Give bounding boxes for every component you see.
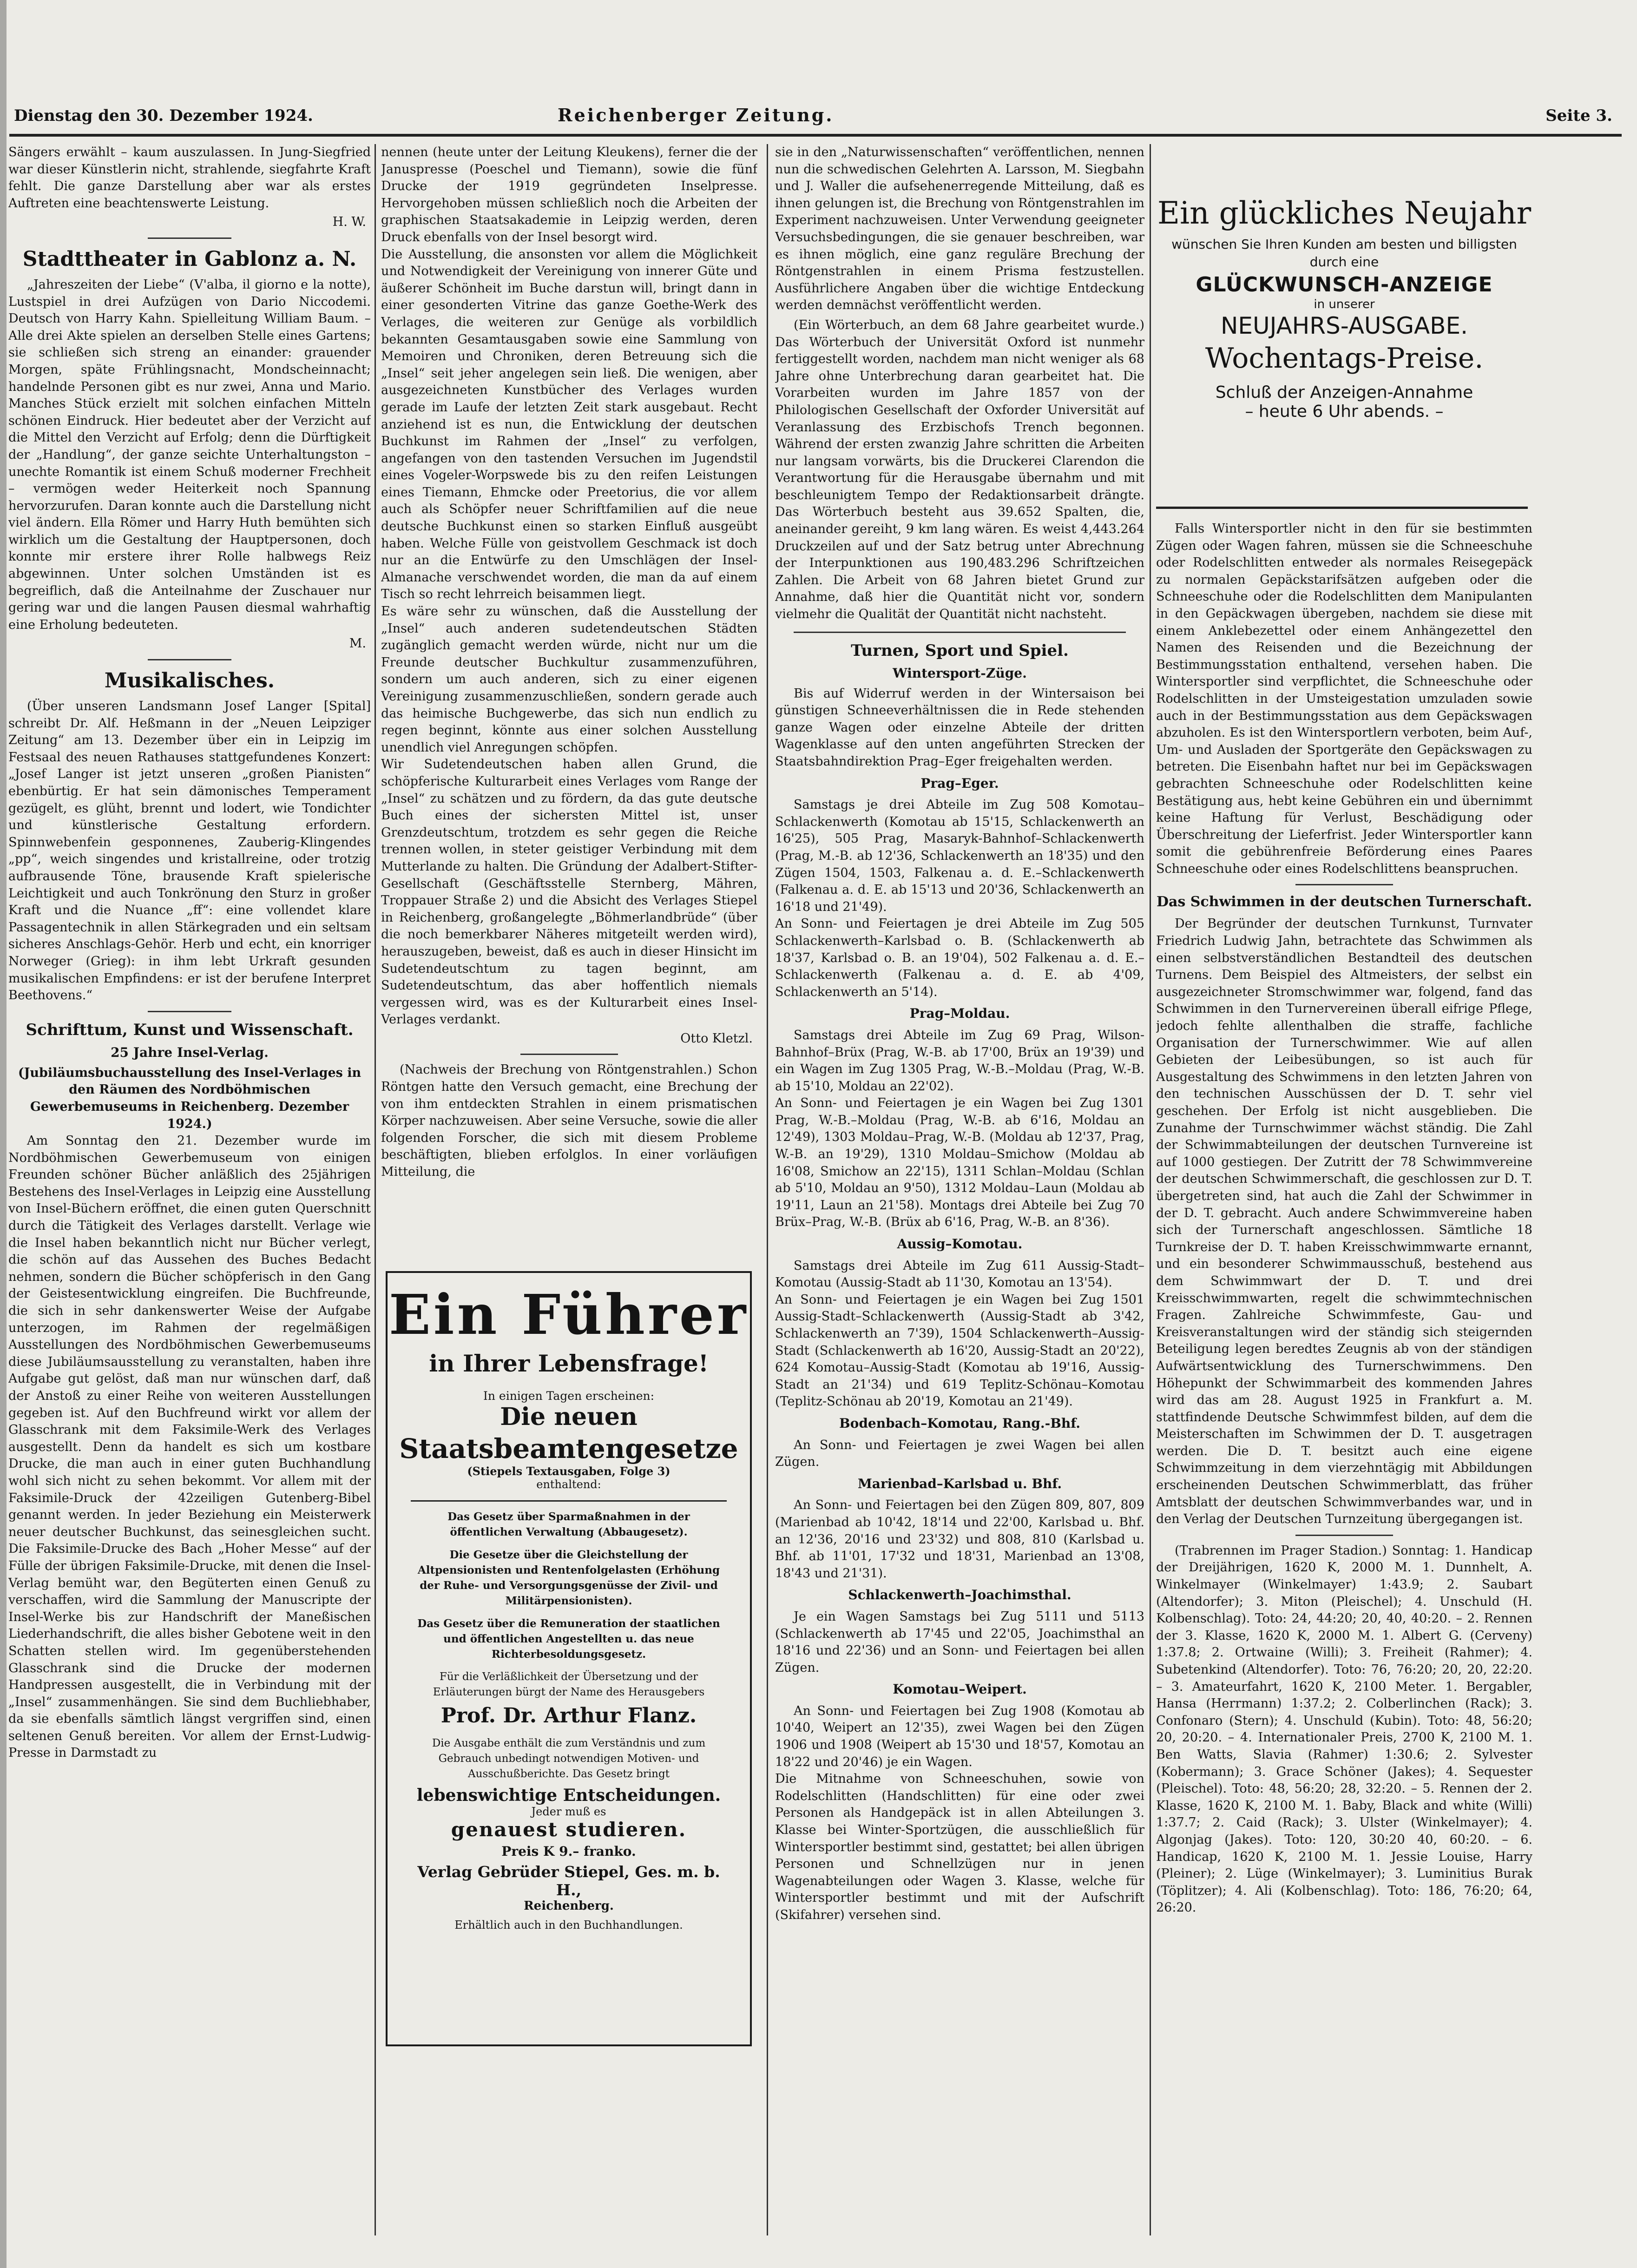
neujahr-uhrzeit: – heute 6 Uhr abends. –	[1245, 402, 1444, 421]
separator	[520, 1054, 618, 1055]
article-roentgen-continued	[775, 144, 1144, 623]
roentgen-continued-text: sie in den „Naturwissenschaften“ veröffentlichen, nennen nun die schwedischen Gelehrten A. Larsson, M. Siegbahn und J. Waller die aufsehenerregende Mitteilung, daß es ihnen gelungen ist, die Brechung von Röntgenstrahlen im Experiment nachzuweisen. Unter Verwendung geeigneter Versuchsbedingungen, die sie genauer beschreiben, war es ihnen möglich, eine ganz reguläre Brechung der Röntgenstrahlen in einem Prisma festzustellen. Ausführlichere Angaben über die wichtige Entdeckung werden demnächst veröffentlicht werden.	[775, 145, 1144, 313]
woerterbuch-text: (Ein Wörterbuch, an dem 68 Jahre gearbeitet wurde.) Das Wörterbuch der Universität Oxford ist nunmehr fertiggestellt worden, nachdem man nicht weniger als 68 Jahre ohne Unterbrechung daran gearbeitet hat. Die Vorarbeiten wurden im Jahre 1857 von der Philologischen Gesellschaft der Oxforder Universität auf Veranlassung des Erzbischofs Trench begonnen. Während der ersten zwanzig Jahre schritten die Arbeiten nur langsam vorwärts, bis die Druckerei Clarendon die Verantwortung für die Herausgabe übernahm und mit beschleunigtem Tempo der Redaktionsarbeit drängte. Das Wörterbuch besteht aus 39.652 Spalten, die, aneinander gereiht, 9 km lang wären. Es weist 4,443.264 Druckzeilen auf und der Satz betrug unter Abrechnung der Interpunktionen aus 190,483.296 Schriftzeichen Zahlen. Die Arbeit von 68 Jahren bietet Grund zur Annahme, daß hier die Quantität nicht vor, sondern vielmehr die Qualität der Quantität nicht nachsteht.	[775, 317, 1144, 622]
ad-verlaesslichkeit: Für die Verläßlichkeit der Übersetzung und der Erläuterungen bürgt der Name des Herausgebers	[433, 1671, 705, 1698]
ad-title: Ein Führer	[388, 1282, 749, 1347]
insel-continued-text: nennen (heute unter der Leitung Kleukens), ferner die der Januspresse (Poeschel und Tiemann), sowie die fünf Drucke der 1919 gegründeten Inselpresse. Hervorgehoben müssen schließlich noch die Arbeiten der graphischen Staatsakademie in Leipzig werden, deren Druck ebenfalls von der Insel besorgt wird. Die Ausstellung, die ansonsten vor allem die Möglichkeit und Notwendigkeit der Vereinigung von innerer Güte und äußerer Schönheit im Buche darstun will, bringt dann in einer gesonderten Vitrine das ganze Goethe-Werk des Verlages, die weiteren zur Genüge als vorbildlich bekannten Gesamtausgaben sowie eine Sammlung von Memoiren und Chroniken, deren Betreuung sich die „Insel“ seit jeher angelegen sein ließ. Die wenigen, aber ausgezeichneten Kunstbücher des Verlages wurden gerade im Laufe der letzten Zeit stark ausgebaut. Recht anziehend ist es nun, die Entwicklung der deutschen Buchkunst im Rahmen der „Insel“ zu verfolgen, angefangen von den tastenden Versuchen im Jugendstil eines Vogeler-Worpswede bis zu den reifen Leistungen eines Tiemann, Ehmcke oder Preetorius, die vor allem auch als Schöpfer neuer Schriftfamilien auf die neue deutsche Buchkunst einen so starken Einfluß ausgeübt haben. Welche Fülle von geistvollem Geschmack ist doch nur an die Entwürfe zu den Umschlägen der Insel-Almanache verschwendet worden, die man da auf einem Tisch so recht lehrreich beisammen liegt. Es wäre sehr zu wünschen, daß die Ausstellung der „Insel“ auch anderen sudetendeutschen Städten zugänglich gemacht werden würde, nicht nur um die Freunde deutscher Buchkultur zusammenzuführen, sondern um auch anderen, sich zu einer eigenen Vereinigung zusammenzuschließen, sondern gerade auch das heimische Buchgewerbe, das sich nun endlich zu regen beginnt, könnte aus einer solchen Ausstellung unendlich viel Anregungen schöpfen. Wir Sudetendeutschen haben allen Grund, die schöpferische Kulturarbeit eines Verlages vom Range der „Insel“ zu schätzen und zu fördern, da das gute deutsche Buch eines der sichersten Mittel ist, unser Grenzdeutschtum, trotzdem es sehr gegen die Reiche trennen wollen, in steter geistiger Verbindung mit dem Mutterlande zu halten. Die Gründung der Adalbert-Stifter-Gesellschaft (Geschäftsstelle Sternberg, Mähren, Troppauer Straße 2) und die Absicht des Verlages Stiepel in Reichenberg, großangelegte „Böhmerlandbrüde“ (über die noch bemerkbarer Näheres mitgeteilt werden wird), herauszugeben, beweist, daß es auch in dieser Hinsicht im Sudetendeutschtum zu tagen beginnt, am Sudetendeutschtum, das aber hoffentlich niemals vergessen wird, was es der Kulturarbeit eines Insel-Verlages verdankt.	[381, 145, 757, 1027]
prag-moldau-text: Samstags drei Abteile im Zug 69 Prag, Wilson-Bahnhof–Brüx (Prag, W.-B. ab 17'00, Brüx an 19'39) und ein Wagen im Zug 1305 Prag, W.-B.–Moldau (Prag, W.-B. ab 15'10, Moldau an 22'02). An Sonn- und Feiertagen je ein Wagen bei Zug 1301 Prag, W.-B.–Moldau (Prag, W.-B. ab 6'16, Moldau an 12'49), 1303 Moldau–Prag, W.-B. (Moldau ab 12'37, Prag, W.-B. an 19'29), 1310 Moldau–Smichow (Moldau ab 16'08, Smichow an 22'15), 1311 Schlan–Moldau (Schlan ab 5'10, Moldau an 9'50), 1312 Moldau–Laun (Moldau ab 19'11, Laun an 21'58). Montags drei Abteile bei Zug 70 Brüx–Prag, W.-B. (Brüx ab 6'16, Prag, W.-B. an 8'36).	[775, 1028, 1144, 1230]
neujahr-preise: Wochentags-Preise.	[1205, 342, 1484, 375]
route-bodenbach: Bodenbach–Komotau, Rang.-Bhf.	[839, 1415, 1081, 1431]
ad-die-neuen: Die neuen	[500, 1403, 638, 1431]
column-3	[775, 144, 1144, 2235]
insel-text: Am Sonntag den 21. Dezember wurde im Nordböhmischen Gewerbemuseum von einigen Freunden schöner Bücher anläßlich des 25jährigen Bestehens des Insel-Verlages in Leipzig eine Ausstellung von Insel-Büchern eröffnet, die einen guten Querschnitt durch die Tätigkeit des Verlages darstellt. Verlage wie die Insel haben bekanntlich nicht nur Bücher verlegt, die schön auf das Aussehen des Buches Bedacht nehmen, sondern die Bücher schöpferisch in den Gang der Geistesentwicklung eingreifen. Die Buchfreunde, die sich in sehr dankenswerter Weise der Aufgabe unterzogen, im Rahmen der regelmäßigen Ausstellungen des Nordböhmischen Gewerbemuseums diese Jubiläumsausstellung zu veranstalten, haben ihre Aufgabe gut gelöst, daß man nur wünschen darf, daß der Anstoß zu einer Reihe von weiteren Ausstellungen gegeben ist. Auf den Buchfreund wirkt vor allem der Glasschrank mit dem Faksimile-Werk des Verlages ausgestellt. Denn da handelt es sich um kostbare Drucke, die man auch in einer guten Buchhandlung wohl sich nicht zu sehen bekommt. Vor allem mit der Faksimile-Druck der 42zeiligen Gutenberg-Bibel genannt werden. In jeder Beziehung ein Meisterwerk neuer deutscher Buchkunst, das seinesgleichen sucht. Die Faksimile-Drucke des Bach „Hoher Messe“ auf der Fülle der übrigen Faksimile-Drucke, mit denen die Insel-Verlag bemüht war, den Begüterten einen Genuß zu verschaffen, wird die Sammlung der Manuscripte der Insel-Werke bis zur Handschrift der Maneßischen Liederhandschrift, die alles bisher Gebotene weit in den Schatten stellen wird. Im gegenüberstehenden Glasschrank sind die Drucke der modernen Handpressen ausgestellt, die in Verbindung mit der „Insel“ zusammenhängen. Sie sind dem Buchliebhaber, da sie ebenfalls sämtlich längst vergriffen sind, einen seltenen Genuß bereiten. Vor allem der Ernst-Ludwig-Presse in Darmstadt zu	[8, 1134, 371, 1760]
review-signature: H. W.	[332, 215, 366, 230]
separator	[148, 237, 231, 239]
ad-gesetze: Staatsbeamtengesetze	[399, 1433, 738, 1464]
ad-reihe: (Stiepels Textausgaben, Folge 3)	[467, 1464, 671, 1478]
column-rule-1	[375, 144, 376, 2235]
article-insel	[8, 1065, 371, 1762]
separator	[794, 632, 1126, 633]
route-marienbad: Marienbad–Karlsbad u. Bhf.	[857, 1476, 1062, 1491]
column-rule-2	[767, 144, 768, 2235]
advertisement-neujahr	[1151, 186, 1537, 483]
ad-lebenswichtig: lebenswichtige Entscheidungen.	[416, 1786, 721, 1805]
schwimmen-text: Der Begründer der deutschen Turnkunst, Turnvater Friedrich Ludwig Jahn, betrachtete das Schwimmen als einen selbstverständlichen Bestandteil des deutschen Turnens. Dem Beispiel des Altmeisters, der selbst ein ausgezeichneter Stromschwimmer war, folgend, fand das Schwimmen in den Turnervereinen überall eifrige Pflege, jedoch fehlte allenthalben die straffe, fachliche Organisation der Turnerschwimmer. Wie auf allen Gebieten der Leibesübungen, so ist auch für Ausgestaltung des Schwimmens in den letzten Jahren von den technischen Ausschüssen der D. T. sehr viel geschehen. Der Erfolg ist nicht ausgeblieben. Die Zunahme der Turnschwimmer wächst ständig. Die Zahl der Schwimmabteilungen der deutschen Turnvereine ist auf 1000 gestiegen. Der Zutritt der 78 Schwimmvereine der deutschen Schwimmerschaft, die geschlossen zur D. T. übergetreten sind, hat auch die Zahl der Schwimmer in der D. T. gebracht. Auch andere Schwimmvereine haben sich der Turnerschaft angeschlossen. Sämtliche 18 Turnkreise der D. T. haben Kreisschwimmwarte ernannt, und ein besonderer Schwimmausschuß, bestehend aus dem Schwimmwart der D. T. und drei Kreisschwimmwarten, regelt die schwimmtechnischen Fragen. Zahlreiche Schwimmfeste, Gau- und Kreisveranstaltungen wird der ständig sich steigernden Beteiligung legen beredtes Zeugnis ab von der ständigen Aufwärtsentwicklung des Turnerschwimmens. Den Höhepunkt der Schwimmarbeit des kommenden Jahres wird das am 28. August 1925 in Frankfurt a. M. stattfindende Deutsche Schwimmfest bilden, auf dem die Meisterschaften im Schwimmen der D. T. ausgetragen werden. Die D. T. besitzt auch eine eigene Schwimmzeitung in dem vierzehntägig mit Abbildungen erscheinenden Deutschen Schwimmerblatt, das früher Amtsblatt der deutschen Schwimmverbandes war, und in den Verlag der Deutschen Turnzeitung übergegangen ist.	[1156, 916, 1532, 1527]
route-schlackenwerth: Schlackenwerth–Joachimsthal.	[848, 1587, 1072, 1603]
heading-stadttheater: Stadttheater in Gablonz a. N.	[22, 247, 357, 271]
ad-enthaltend: enthaltend:	[536, 1478, 601, 1491]
schlackenwerth-text: Je ein Wagen Samstags bei Zug 5111 und 5113 (Schlackenwerth ab 17'45 und 22'05, Joachimsthal an 18'16 und 22'36) und an Sonn- und Feiertagen bei allen Zügen.	[775, 1609, 1144, 1675]
subheading-wintersport: Wintersport-Züge.	[893, 665, 1027, 681]
ad-item: Das Gesetz über Sparmaßnahmen in der öffentlichen Verwaltung (Abbaugesetz).	[447, 1510, 690, 1538]
article-wintersport-cont	[1156, 521, 1532, 877]
masthead-rule	[9, 134, 1622, 137]
ad-preis: Preis K 9.– franko.	[501, 1844, 636, 1859]
column-4	[1156, 521, 1532, 2235]
neujahr-headline: Ein glückliches Neujahr	[1157, 195, 1532, 231]
article-stadttheater	[8, 277, 371, 653]
heading-turnen: Turnen, Sport und Spiel.	[851, 641, 1069, 660]
advertisement-staatsbeamtengesetze	[386, 1271, 752, 2046]
insel-signature: Otto Kletzl.	[680, 1031, 753, 1046]
ad-separator	[1156, 507, 1528, 509]
article-trabrennen	[1156, 1543, 1532, 1917]
roentgen-text: (Nachweis der Brechung von Röntgenstrahlen.) Schon Röntgen hatte den Versuch gemacht, eine Brechung der von ihm entdeckten Strahlen in einem prismatischen Körper nachzuweisen. Aber seine Versuche, sowie die aller folgenden Forscher, die sich mit diesem Probleme beschäftigten, blieben erfolglos. In einer vorläufigen Mitteilung, die	[381, 1062, 757, 1180]
stadttheater-text: „Jahreszeiten der Liebe“ (V'alba, il giorno e la notte), Lustspiel in drei Aufzügen von Dario Niccodemi. Deutsch von Harry Kahn. Spielleitung William Baum. – Alle drei Akte spielen an derselben Stelle eines Gartens; sie schließen sich streng an einander: grauender Morgen, späte Frühlingsnacht, Mondscheinnacht; handelnde Personen gibt es nur zwei, Anna und Mario. Manches Stück erzielt mit solchen einfachen Mitteln schönen Eindruck. Hier bedeutet aber der Verzicht auf die Mittel den Verzicht auf Erfolg; denn die Dürftigkeit der „Handlung“, der ganze seichte Unterhaltungston – unechte Romantik ist einem Schuß moderner Frechheit – vermögen weder Heiterkeit noch Spannung hervorzurufen. Daran konnte auch die Darstellung nicht viel ändern. Ella Römer und Harry Huth bemühten sich wirklich um die Gestaltung der Hauptpersonen, doch konnte mir erstere ihrer Rolle halbwegs Reiz abgewinnen. Unter solchen Umständen ist es begreiflich, daß die Anteilnahme der Zuschauer nur gering war und die langen Pausen diesmal wahrhaftig eine Erholung bedeuteten.	[8, 277, 371, 632]
marienbad-text: An Sonn- und Feiertagen bei den Zügen 809, 807, 809 (Marienbad ab 10'42, 18'14 und 22'00, Karlsbad u. Bhf. an 12'36, 20'16 und 23'32) und 808, 810 (Karlsbad u. Bhf. ab 11'01, 17'32 und 18'31, Marienbad an 13'08, 18'43 und 21'31).	[775, 1498, 1144, 1581]
ad-item: Das Gesetz über die Remuneration der staatlichen und öffentlichen Angestellten u. das neue Richterbesoldungsgesetz.	[417, 1617, 720, 1661]
column-1	[8, 144, 371, 2235]
article-insel-continued	[381, 144, 757, 1047]
neujahr-ausgabe: NEUJAHRS-AUSGABE.	[1221, 312, 1468, 339]
ad-subtitle: in Ihrer Lebensfrage!	[429, 1350, 709, 1377]
prag-eger-text: Samstags je drei Abteile im Zug 508 Komotau–Schlackenwerth (Komotau ab 15'15, Schlackenwerth an 16'25), 505 Prag, Masaryk-Bahnhof–Schlackenwerth (Prag, M.-B. ab 12'36, Schlackenwerth an 18'35) und den Zügen 1504, 1503, Falkenau a. d. E.–Schlackenwerth (Falkenau a. d. E. ab 15'13 und 20'36, Schlackenwerth an 16'18 und 21'49). An Sonn- und Feiertagen je drei Abteile im Zug 505 Schlackenwerth–Karlsbad o. B. (Schlackenwerth ab 18'37, Karlsbad o. B. an 19'04), 502 Falkenau a. d. E.–Schlackenwerth (Falkenau a. d. E. ab 4'09, Schlackenwerth an 5'14).	[775, 798, 1144, 999]
trabrennen-text: (Trabrennen im Prager Stadion.) Sonntag: 1. Handicap der Dreijährigen, 1620 K, 2000 M. 1. Dunnhelt, A. Winkelmayer (Winkelmayer) 1:43.9; 2. Saubart (Altendorfer); 3. Miton (Pleischel); 4. Unschuld (H. Kolbenschlag). Toto: 24, 44:20; 20, 40, 40:20. – 2. Rennen der 3. Klasse, 1620 K, 2000 M. 1. Albert G. (Cerveny) 1:37.8; 2. Ortwaine (Willi); 3. Freiheit (Rahmer); 4. Subetenkind (Altendorfer). Toto: 76, 76:20; 20, 20, 22:20. – 3. Amateurfahrt, 1620 K, 2100 Meter. 1. Bergabler, Hansa (Herrmann) 1:37.2; 2. Colberlinchen (Rack); 3. Confonaro (Stern); 4. Unschuld (Kubin). Toto: 48, 56:20; 20, 20:20. – 4. Internationaler Preis, 2700 K, 2100 M. 1. Ben Watts, Slavia (Rahmer) 1:30.6; 2. Sylvester (Kobermann); 3. Grace Schöner (Jakes); 4. Sequester (Pleischel). Toto: 48, 56:20; 28, 32:20. – 5. Rennen der 2. Klasse, 1620 K, 2100 M. 1. Baby, Black and white (Willi) 1:37.7; 2. Caid (Rack); 3. Ulster (Winkelmayer); 4. Algonjag (Jakes). Toto: 120, 30:20 40, 60:20. – 6. Handicap, 1620 K, 2100 M. 1. Jessie Louise, Harry (Pleiner); 2. Lüge (Winkelmayer); 3. Luminitius Burak (Töplitzer); 4. Ali (Kolbenschlag). Toto: 186, 76:20; 64, 26:20.	[1156, 1543, 1532, 1915]
ad-ort: Reichenberg.	[524, 1899, 614, 1913]
separator	[148, 659, 231, 660]
aussig-text: Samstags drei Abteile im Zug 611 Aussig-Stadt–Komotau (Aussig-Stadt ab 11'30, Komotau an 13'54). An Sonn- und Feiertagen je ein Wagen bei Zug 1501 Aussig-Stadt–Schlackenwerth (Aussig-Stadt ab 3'42, Schlackenwerth an 7'39), 1504 Schlackenwerth–Aussig-Stadt (Schlackenwerth ab 16'20, Aussig-Stadt an 20'22), 624 Komotau–Aussig-Stadt (Komotau ab 19'16, Aussig-Stadt an 21'34) und 619 Teplitz-Schönau–Komotau (Teplitz-Schönau ab 20'19, Komotau an 21'49).	[775, 1258, 1144, 1409]
masthead-date: Dienstag den 30. Dezember 1924.	[14, 106, 313, 125]
separator	[148, 1011, 231, 1012]
musik-text: (Über unseren Landsmann Josef Langer [Spital] schreibt Dr. Alf. Heßmann in der „Neuen Leipziger Zeitung“ am 13. Dezember über ein in Leipzig im Festsaal des neuen Rathauses stattgefundenes Konzert: „Josef Langer ist jetzt unseren „großen Pianisten“ ebenbürtig. Er hat sein dämonisches Temperament gezügelt, es glüht, brennt und lodert, wie Tondichter und künstlerische Gestaltung erfordern. Spinnwebenfein gesponnenes, Zauberig-Klingendes „pp“, weich singendes und kristallreine, oder trotzig aufbrausende Töne, brausende Kraft spielerische Leichtigkeit und auch Tonkrönung den Sturz in großer Kraft und die Nuance „ff“: eine vollendet klare Passagentechnik in allen Stärkegraden und ein seltsam sicheres Anschlags-Gehör. Herb und echt, ein knorriger Norweger (Grieg): in ihm lebt Urkraft gesunden musikalischen Empfindens: er ist der berufene Interpret Beethovens.“	[8, 699, 371, 1003]
neujahr-schluss: Schluß der Anzeigen-Annahme	[1215, 383, 1473, 402]
stadttheater-signature: M.	[349, 636, 366, 651]
subheading-insel: 25 Jahre Insel-Verlag.	[111, 1044, 269, 1060]
ad-intro: In einigen Tagen erscheinen:	[483, 1389, 655, 1403]
masthead	[9, 100, 1622, 132]
masthead-page-number: Seite 3.	[1545, 106, 1612, 125]
ad-verlag: Verlag Gebrüder Stiepel, Ges. m. b. H.,	[417, 1863, 720, 1899]
article-roentgen	[381, 1061, 757, 1180]
insel-note: (Jubiläumsbuchausstellung des Insel-Verlages in den Räumen des Nordböhmischen Gewerbemuseums in Reichenberg. Dezember 1924.)	[18, 1065, 362, 1131]
ad-contents	[411, 1500, 727, 1932]
route-aussig-komotau: Aussig–Komotau.	[897, 1236, 1023, 1252]
article-review-end	[8, 144, 371, 231]
masthead-title: Reichenberger Zeitung.	[558, 105, 834, 125]
neujahr-in-unserer: in unserer	[1314, 297, 1375, 311]
ad-buchhandlungen: Erhältlich auch in den Buchhandlungen.	[454, 1919, 683, 1932]
bodenbach-text: An Sonn- und Feiertagen je zwei Wagen bei allen Zügen.	[775, 1437, 1144, 1470]
article-musikalisches	[8, 698, 371, 1004]
ad-herausgeber: Prof. Dr. Arthur Flanz.	[440, 1704, 697, 1727]
ad-genauest: genauest studieren.	[451, 1818, 687, 1841]
article-wintersport	[775, 686, 1144, 1924]
route-prag-moldau: Prag–Moldau.	[909, 1006, 1010, 1022]
wintersport-text: Bis auf Widerruf werden in der Wintersaison bei günstigen Schneeverhältnissen die in Rede stehenden ganze Wagen oder einzelne Abteile der dritten Wagenklasse auf den unten angeführten Strecken der Staatsbahndirektion Prag–Eger freigehalten werden.	[775, 686, 1144, 769]
wintersportler-text: Falls Wintersportler nicht in den für sie bestimmten Zügen oder Wagen fahren, müssen sie die Schneeschuhe oder Rodelschlitten entweder als normales Reisegepäck zu normalen Gepäckstarifsätzen aufgeben oder die Schneeschuhe oder die Rodelschlitten dem Manipulanten in den Gepäckwagen übergeben, nachdem sie diese mit einem Anklebezettel oder einem Anhängezettel den Namen des Reisenden und die Bezeichnung der Bestimmungsstation enthaltend, versehen haben. Die Wintersportler sind verpflichtet, die Schneeschuhe oder Rodelschlitten in der Umsteigestation umzuladen sowie auch in der Bestimmungsstation aus dem Gepäckswagen abzuholen. Es ist den Wintersportlern verboten, beim Auf-, Um- und Ausladen der Sportgeräte den Gepäckswagen zu betreten. Die Eisenbahn haftet nur bei im Gepäckswagen gebrachten Schneeschuhe oder Rodelschlitten keine Bestätigung aus, hebt keine Gebühren ein und übernimmt keine Haftung für Verlust, Beschädigung oder Überschreitung der Lieferfrist. Jeder Wintersportler kann somit die gebührenfreie Beförderung eines Paares Schneeschuhe oder eines Rodelschlittens beanspruchen.	[1156, 521, 1532, 876]
separator	[1295, 884, 1393, 885]
neujahr-line-2: wünschen Sie Ihren Kunden am besten und billigsten durch eine	[1171, 237, 1517, 270]
column-rule-3	[1150, 144, 1151, 2235]
weipert-text: An Sonn- und Feiertagen bei Zug 1908 (Komotau ab 10'40, Weipert an 12'35), zwei Wagen bei den Zügen 1906 und 1908 (Weipert ab 15'30 und 18'57, Komotau an 18'22 und 20'46) je ein Wagen. Die Mitnahme von Schneeschuhen, sowie von Rodelschlitten (Handschlitten) für eine oder zwei Personen als Handgepäck ist in allen Abteilungen 3. Klasse bei Winter-Sportzügen, die ausschließlich für Wintersportler bestimmt sind, gestattet; bei allen übrigen Personen und Schnellzügen nur in jenen Wagenabteilungen oder Wagen 3. Klasse, welche für Wintersportler bestimmt und mit der Aufschrift (Skifahrer) versehen sind.	[775, 1703, 1144, 1922]
heading-schrifttum: Schrifttum, Kunst und Wissenschaft.	[26, 1020, 354, 1039]
ad-ausgabe: Die Ausgabe enthält die zum Verständnis und zum Gebrauch unbedingt notwendigen Motiven- und Ausschußberichte. Das Gesetz bringt	[432, 1737, 706, 1780]
page-edge-shadow	[0, 0, 7, 2268]
heading-schwimmen: Das Schwimmen in der deutschen Turnerschaft.	[1156, 894, 1532, 910]
ad-jeder: Jeder muß es	[531, 1805, 606, 1818]
article-schwimmen	[1156, 916, 1532, 1528]
heading-musikalisches: Musikalisches.	[104, 669, 275, 693]
review-text: Sängers erwählt – kaum auszulassen. In Jung-Siegfried war dieser Künstlerin nicht, strahlende, siegfahrte Kraft fehlt. Die ganze Darstellung aber war als erstes Auftreten eine beachtenswerte Leistung.	[8, 145, 371, 211]
ad-item: Die Gesetze über die Gleichstellung der Altpensionisten und Rentenfolgelasten (Erhöhung der Ruhe- und Versorgungsgenüsse der Zivil- und Militärpensionisten).	[417, 1549, 720, 1607]
separator	[1295, 1535, 1393, 1536]
column-2	[381, 144, 757, 1390]
route-prag-eger: Prag–Eger.	[920, 775, 999, 791]
neujahr-glueckwunsch: GLÜCKWUNSCH-ANZEIGE	[1196, 273, 1493, 297]
route-komotau-weipert: Komotau–Weipert.	[893, 1681, 1027, 1697]
